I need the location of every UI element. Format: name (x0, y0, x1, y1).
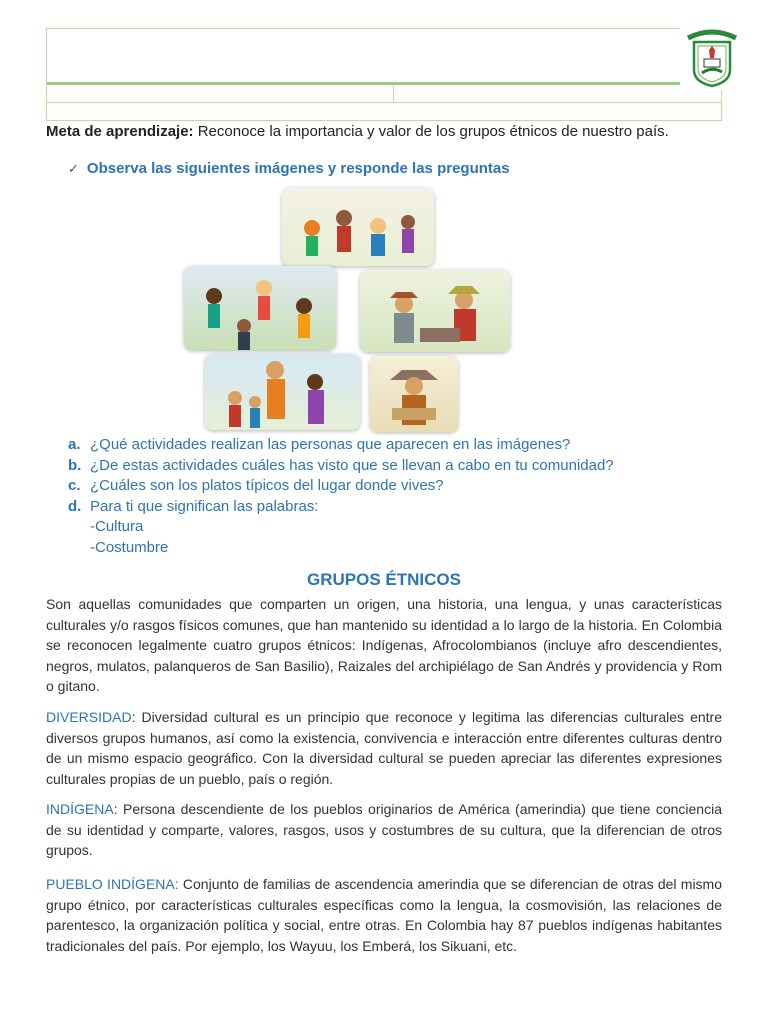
question-c: c. ¿Cuáles son los platos típicos del lugar donde vives? (68, 477, 444, 494)
image-weaver (370, 356, 458, 432)
learning-goal-label: Meta de aprendizaje: (46, 123, 194, 140)
header-row-extra (46, 103, 722, 121)
image-children-playing (184, 266, 336, 350)
question-a: a. ¿Qué actividades realizan las personas que aparecen en las imágenes? (68, 436, 571, 453)
intro-paragraph: Son aquellas comunidades que comparten un origen, una historia, una lengua, y unas características culturales y/o rasgos físicos comunes, que han mantenido su identidad a lo largo de la historia. En Colombia se reconocen legalmente cuatro grupos étnicos: Indígenas, Afrocolombianos (incluye afro descendientes, negros, mulatos, palanqueros de San Basilio), Raizales del archipiélago de San Andrés y providencia y Rom o gitano. (46, 596, 722, 694)
word-costumbre: -Costumbre (90, 538, 169, 556)
question-b: b. ¿De estas actividades cuáles has visto que se llevan a cabo en tu comunidad? (68, 456, 614, 474)
image-family (205, 354, 360, 430)
definition-indigena: INDÍGENA: Persona descendiente de los pueblos originarios de América (amerindia) que tiene conciencia de su identidad y comparte, valores, rasgos, usos y costumbres de su cultura, que la diferencian de otros grupos. (46, 801, 722, 858)
checkmark-icon: ✓ (68, 161, 79, 176)
learning-goal-text: Reconoce la importancia y valor de los grupos étnicos de nuestro país. (193, 123, 669, 140)
instruction (68, 160, 510, 177)
image-artisans (360, 270, 510, 352)
definition-diversidad: DIVERSIDAD: Diversidad cultural es un principio que reconoce y legitima las diferencias culturales entre diversos grupos humanos, así como la existencia, convivencia e interacción entre diferentes culturas dentro de un mismo espacio geográfico. Con la diversidad cultural se pueden apreciar las diferentes expresiones culturales propias de un pueblo, país o región. (46, 709, 722, 787)
instruction-text: Observa las siguientes imágenes y responde las preguntas (86, 160, 510, 177)
word-cultura: -Cultura (90, 518, 144, 535)
definition-pueblo-indigena: PUEBLO INDÍGENA: Conjunto de familias de ascendencia amerindia que se diferencian de otras del mismo grupo étnico, por características culturales específicas como la lengua, la cosmovisión, las relaciones de parentesco, la organización política y social, entre otras. En Colombia hay 87 pueblos indígenas habitantes tradicionales del país. Por ejemplo, los Wayuu, los Emberá, los Sikuani, etc. (46, 876, 723, 954)
question-d: d. Para ti que significan las palabras: (68, 497, 319, 515)
learning-goal (46, 122, 726, 142)
image-dancing (282, 188, 434, 266)
header-row-title (46, 28, 720, 85)
questions-list (68, 435, 614, 558)
header-table (46, 28, 720, 120)
header-row-info (46, 84, 722, 103)
school-logo (680, 28, 744, 90)
section-title: GRUPOS ÉTNICOS (307, 570, 461, 589)
